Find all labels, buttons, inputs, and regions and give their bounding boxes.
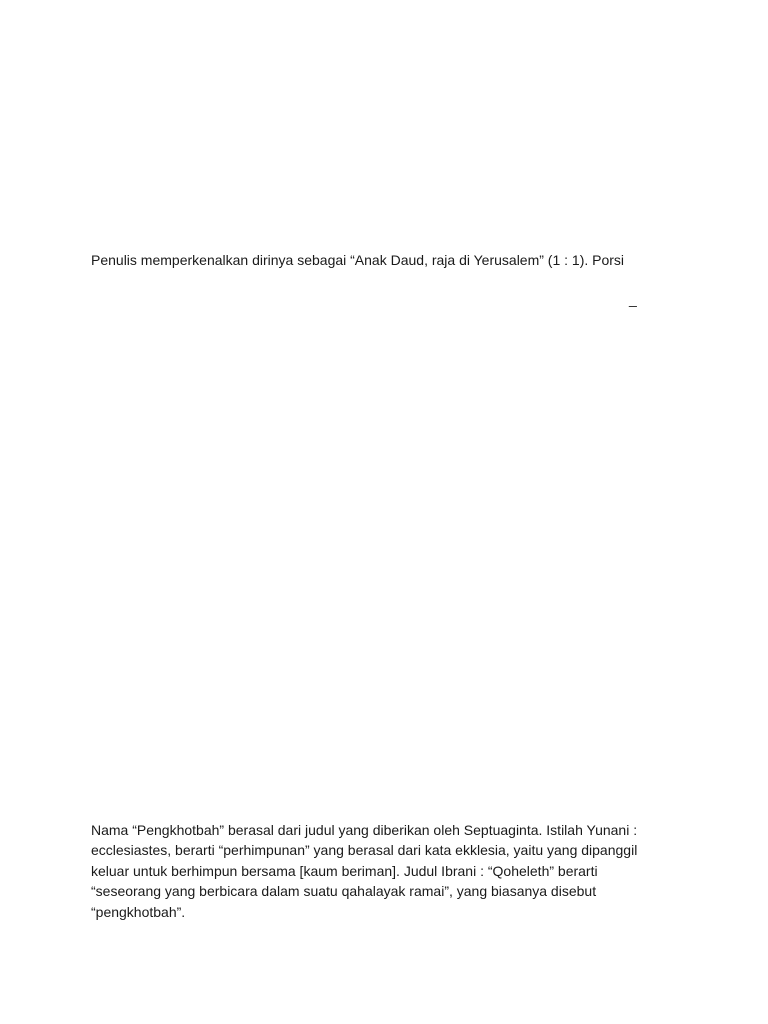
paragraph-line: Nama “Pengkhotbah” berasal dari judul yang diberikan oleh Septuaginta. Istilah Yunani :: [91, 822, 638, 838]
intro-text-line: Penulis memperkenalkan dirinya sebagai “Anak Daud, raja di Yerusalem” (1 : 1). Porsi: [91, 252, 625, 268]
paragraph-line: keluar untuk berhimpun bersama [kaum beriman]. Judul Ibrani : “Qoheleth” berarti: [91, 862, 598, 879]
pengkhotbah-paragraph: [91, 820, 691, 922]
dash-mark: _: [629, 291, 637, 307]
paragraph-line: “pengkhotbah”.: [91, 903, 186, 920]
paragraph-line: “seseorang yang berbicara dalam suatu qahalayak ramai”, yang biasanya disebut: [91, 883, 597, 900]
paragraph-line: ecclesiastes, berarti “perhimpunan” yang berasal dari kata ekklesia, yaitu yang dipanggil: [91, 842, 638, 859]
